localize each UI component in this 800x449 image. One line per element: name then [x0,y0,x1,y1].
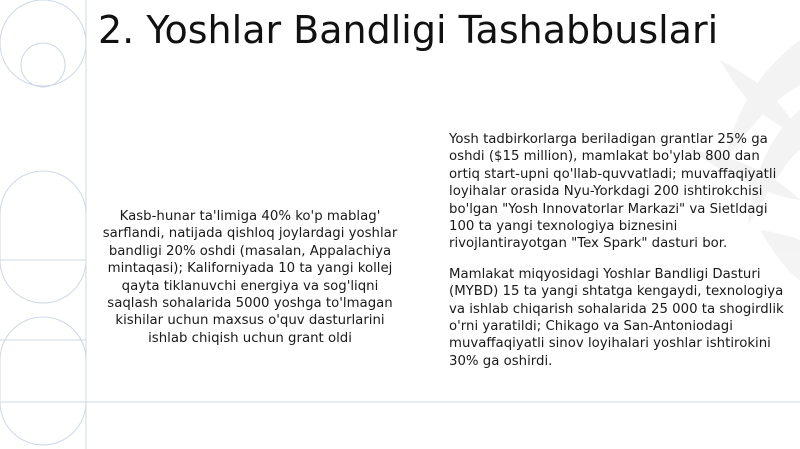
arc-outline-lower [0,317,86,445]
left-paragraph: Kasb-hunar ta'limiga 40% ko'p mablag' sarflandi, natijada qishloq joylardagi yoshlar bandligi 20% oshdi (masalan, Appalachiya mintaqasi); Kaliforniyada 10 ta yangi kollej qayta tiklanuvchi energiya va sog'liqni saqlash sohalarida 5000 yoshga to'lmagan kishilar uchun maxsus o'quv dasturlarini ishlab chiqish uchun grant oldi [102,209,398,346]
right-column [449,131,793,383]
arc-outline-upper [0,171,86,303]
circle-outline-small [21,43,65,87]
slide-title: 2. Yoshlar Bandligi Tashabbuslari [98,8,719,52]
right-paragraph-1: Yosh tadbirkorlarga beriladigan grantlar 25% ga oshdi ($15 million), mamlakat bo'ylab 800 dan ortiq start-upni qo'llab-quvvatladi; muvaffaqiyatli loyihalar orasida Nyu-Yorkdagi 200 ishtirokchisi bo'lgan "Yosh Innovatorlar Markazi" va Sietldagi 100 ta yangi texnologiya biznesini rivojlantirayotgan "Tex Spark" dasturi bor. [449,132,777,252]
right-paragraph-2: Mamlakat miqyosidagi Yoshlar Bandligi Dasturi (MYBD) 15 ta yangi shtatga kengaydi, texnologiya va ishlab chiqarish sohalarida 25 000 ta shogirdlik o'rni yaratildi; Chikago va San-Antoniodagi muvaffaqiyatli sinov loyihalari yoshlar ishtirokini 30% ga oshirdi. [449,266,784,369]
